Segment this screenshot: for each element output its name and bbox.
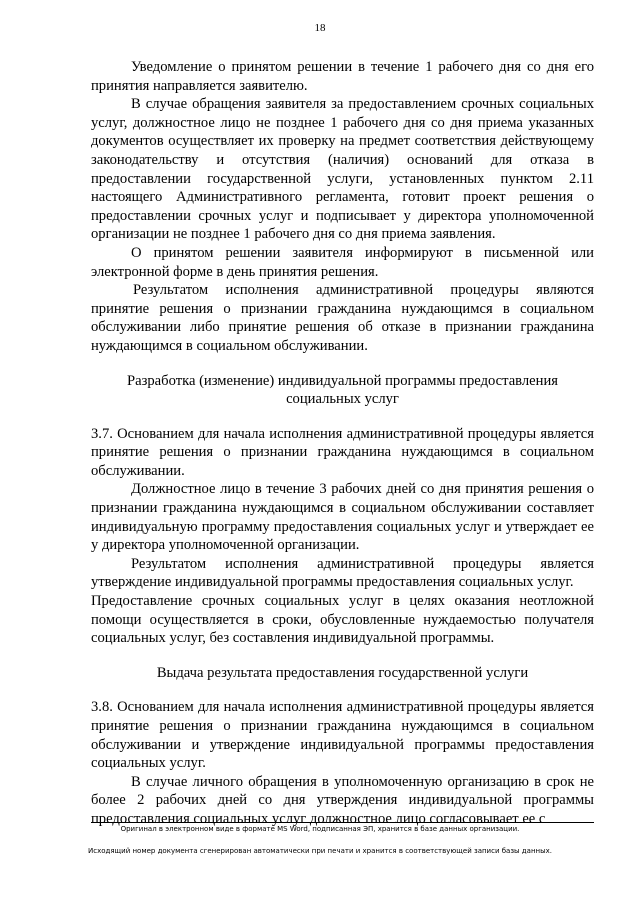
document-body	[91, 58, 594, 829]
paragraph-urgent-help: Предоставление срочных социальных услуг в целях оказания неотложной помощи осуществляется в сроки, обусловленные нуждаемостью получателя социальных услуг, без составления индивидуальной программы.	[91, 593, 594, 647]
footer-divider	[91, 822, 594, 823]
footer-number-note: Исходящий номер документа сгенерирован автоматически при печати и хранится в соответствующей записи базы данных.	[88, 847, 552, 855]
paragraph-program-result: Результатом исполнения административной процедуры является утверждение индивидуальной программы предоставления социальных услуг.	[91, 555, 594, 591]
section-heading-result-delivery: Выдача результата предоставления государственной услуги	[156, 664, 529, 681]
paragraph-procedure-result: Результатом исполнения административной процедуры являются принятие решения о признании гражданина нуждающимся в социальном обслуживании либо принятие решения об отказе в признании гражданина нуждающимся в социальном обслуживании.	[91, 282, 594, 354]
paragraph-3-8: 3.8. Основанием для начала исполнения административной процедуры является принятие решения о признании гражданина нуждающимся в социальном обслуживании и утверждение индивидуальной программы предоставления социальных услуг.	[91, 699, 594, 772]
paragraph-notification: Уведомление о принятом решении в течение 1 рабочего дня со дня его принятия направляется заявителю.	[91, 59, 594, 94]
paragraph-3-7: 3.7. Основанием для начала исполнения административной процедуры является принятие решения о признании гражданина нуждающимся в социальном обслуживании.	[91, 425, 594, 479]
paragraph-program-drafting: Должностное лицо в течение 3 рабочих дней со дня принятия решения о признании гражданина нуждающимся в социальном обслуживании составляет индивидуальную программу предоставления социальных услуг и утверждает ее у директора уполномоченной организации.	[91, 481, 594, 554]
section-heading-program: Разработка (изменение) индивидуальной программы предоставления социальных услуг	[127, 372, 558, 408]
paragraph-personal-visit: В случае личного обращения в уполномоченную организацию в срок не более 2 рабочих дней со дня утверждения индивидуальной программы предоставления социальных услуг должностное лицо согласовывает ее с	[91, 773, 594, 827]
paragraph-urgent-services: В случае обращения заявителя за предоставлением срочных социальных услуг, должностное лицо не позднее 1 рабочего дня со дня приема указанных документов осуществляет их проверку на предмет соответствия действующему законодательству и отсутствия (наличия) оснований для отказа в предоставлении государственной услуги, установленных пунктом 2.11 настоящего Административного регламента, готовит проект решения о предоставлении срочных услуг и подписывает у директора уполномоченной организации не позднее 1 рабочего дня со дня приема заявления.	[91, 96, 594, 243]
page-number: 18	[314, 22, 326, 34]
paragraph-decision-info: О принятом решении заявителя информируют в письменной или электронной форме в день принятия решения.	[91, 244, 594, 280]
footer-original-note: Оригинал в электронном виде в формате MS Word, подписанная ЭП, хранится в базе данных организации.	[120, 825, 520, 833]
